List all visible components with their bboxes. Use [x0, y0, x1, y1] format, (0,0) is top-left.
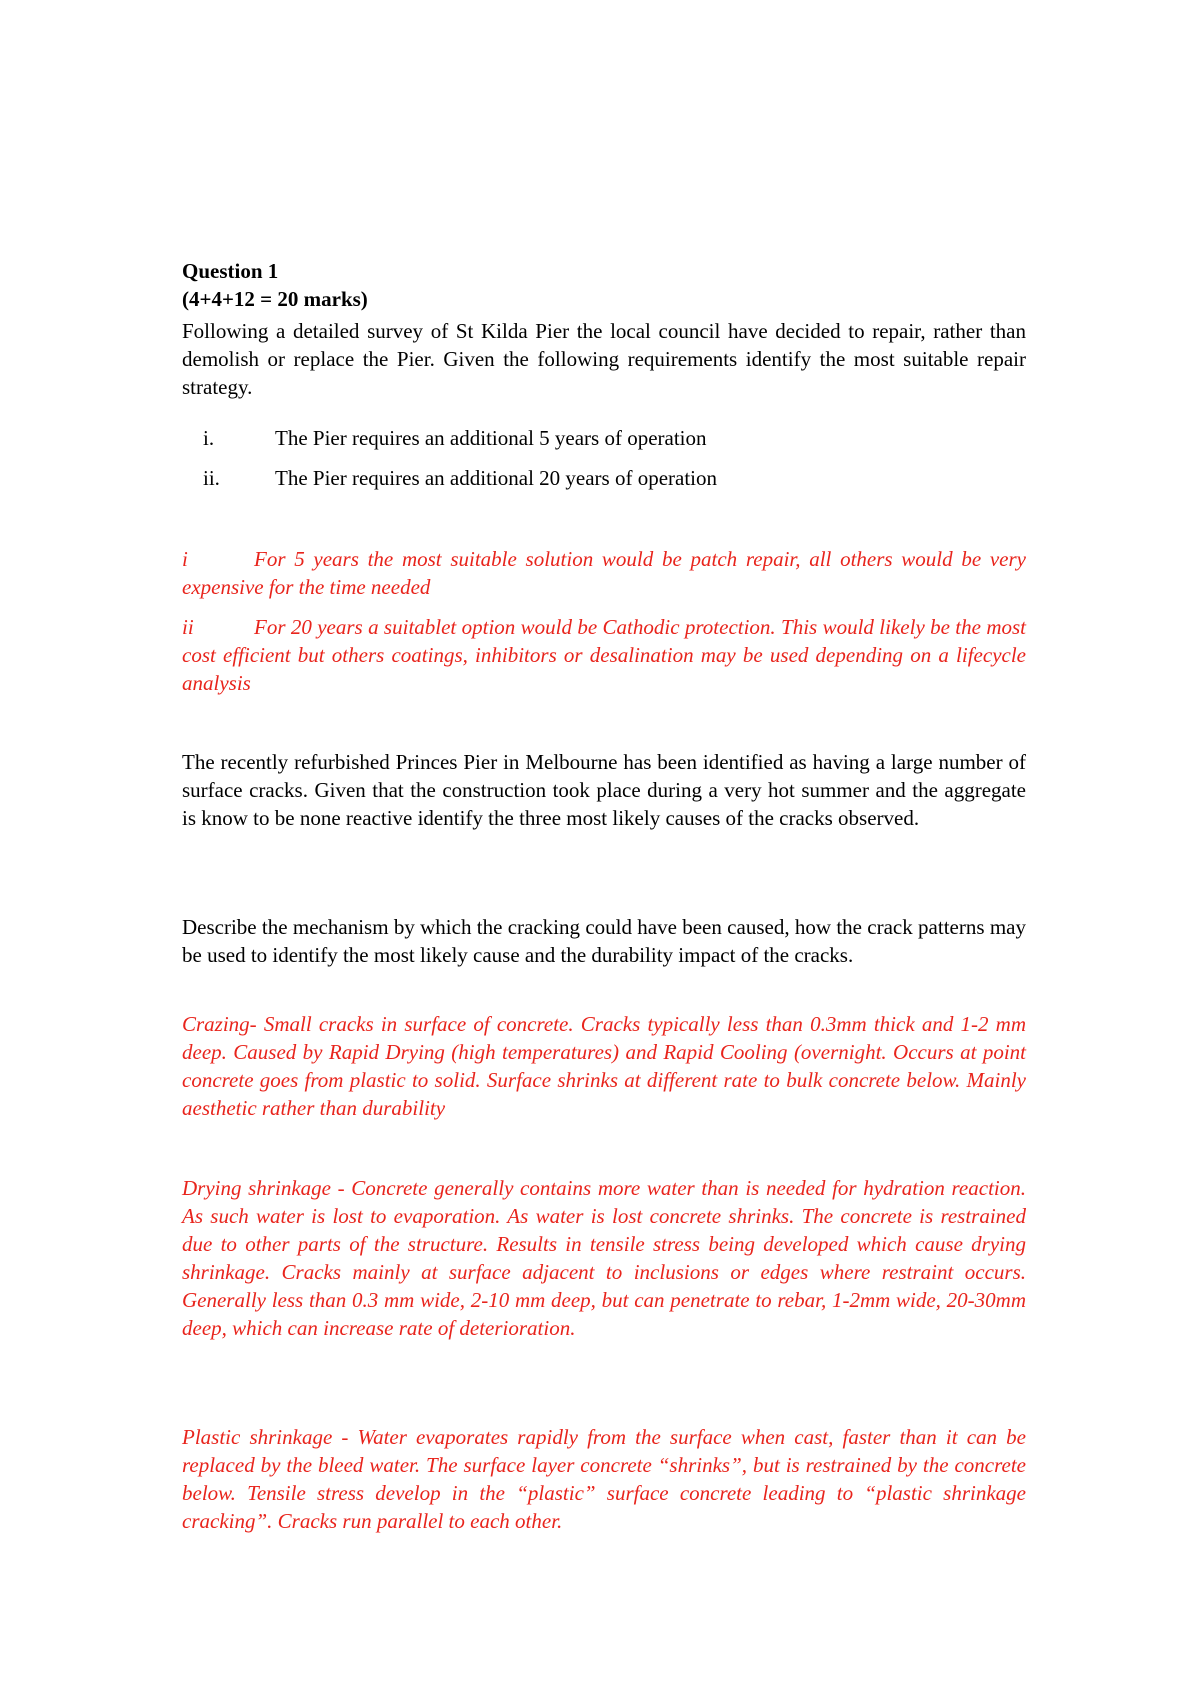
- answer-plastic-shrinkage-text: Plastic shrinkage - Water evaporates rapidly from the surface when cast, faster than it can be replaced by the bleed water. The surface layer concrete “shrinks”, but is restrained by the concrete below. Tensile stress develop in the “plastic” surface concrete leading to “plastic shrinkage cracking”. Cracks run parallel to each other.: [182, 1425, 1026, 1533]
- answer-crazing-text: Crazing- Small cracks in surface of concrete. Cracks typically less than 0.3mm thick and 1-2 mm deep. Caused by Rapid Drying (high temperatures) and Rapid Cooling (overnight. Occurs at point concrete goes from plastic to solid. Surface shrinks at different rate to bulk concrete below. Mainly aesthetic rather than durability: [182, 1012, 1026, 1120]
- answer-number: ii: [182, 615, 194, 639]
- list-item: [203, 424, 1023, 452]
- list-item-number: i.: [203, 426, 215, 450]
- answer-number: i: [182, 547, 188, 571]
- list-item-number: ii.: [203, 466, 220, 490]
- question-intro: [182, 317, 1026, 401]
- list-item: [203, 464, 1023, 492]
- answer-crazing: [182, 1010, 1026, 1122]
- question-intro-text: Following a detailed survey of St Kilda Pier the local council have decided to repair, rather than demolish or replace the Pier. Given the following requirements identify the most suitable repair strategy.: [182, 319, 1026, 399]
- question-header: [182, 257, 1026, 313]
- list-item-text: The Pier requires an additional 5 years of operation: [275, 426, 707, 450]
- answer-text: For 20 years a suitablet option would be Cathodic protection. This would likely be the most cost efficient but others coatings, inhibitors or desalination may be used depending on a lifecycle analysis: [182, 615, 1026, 695]
- list-item-text: The Pier requires an additional 20 years of operation: [275, 466, 718, 490]
- answer-text: For 5 years the most suitable solution would be patch repair, all others would be very expensive for the time needed: [182, 547, 1026, 599]
- part2-paragraph-2: [182, 913, 1026, 969]
- answer-drying-shrinkage-text: Drying shrinkage - Concrete generally contains more water than is needed for hydration reaction. As such water is lost to evaporation. As water is lost concrete shrinks. The concrete is restrained due to other parts of the structure. Results in tensile stress being developed which cause drying shrinkage. Cracks mainly at surface adjacent to inclusions or edges where restraint occurs. Generally less than 0.3 mm wide, 2-10 mm deep, but can penetrate to rebar, 1-2mm wide, 20-30mm deep, which can increase rate of deterioration.: [182, 1176, 1026, 1340]
- answer-plastic-shrinkage: [182, 1423, 1026, 1535]
- answer-part1-i: [182, 545, 1026, 601]
- answer-part1-ii: [182, 613, 1026, 697]
- part2-paragraph-1-text: The recently refurbished Princes Pier in Melbourne has been identified as having a large number of surface cracks. Given that the construction took place during a very hot summer and the aggregate is know to be none reactive identify the three most likely causes of the cracks observed.: [182, 750, 1026, 830]
- question-marks: (4+4+12 = 20 marks): [182, 287, 368, 311]
- part2-paragraph-2-text: Describe the mechanism by which the cracking could have been caused, how the crack patterns may be used to identify the most likely cause and the durability impact of the cracks.: [182, 915, 1026, 967]
- part2-paragraph-1: [182, 748, 1026, 832]
- answer-drying-shrinkage: [182, 1174, 1026, 1342]
- question-title: Question 1: [182, 259, 279, 283]
